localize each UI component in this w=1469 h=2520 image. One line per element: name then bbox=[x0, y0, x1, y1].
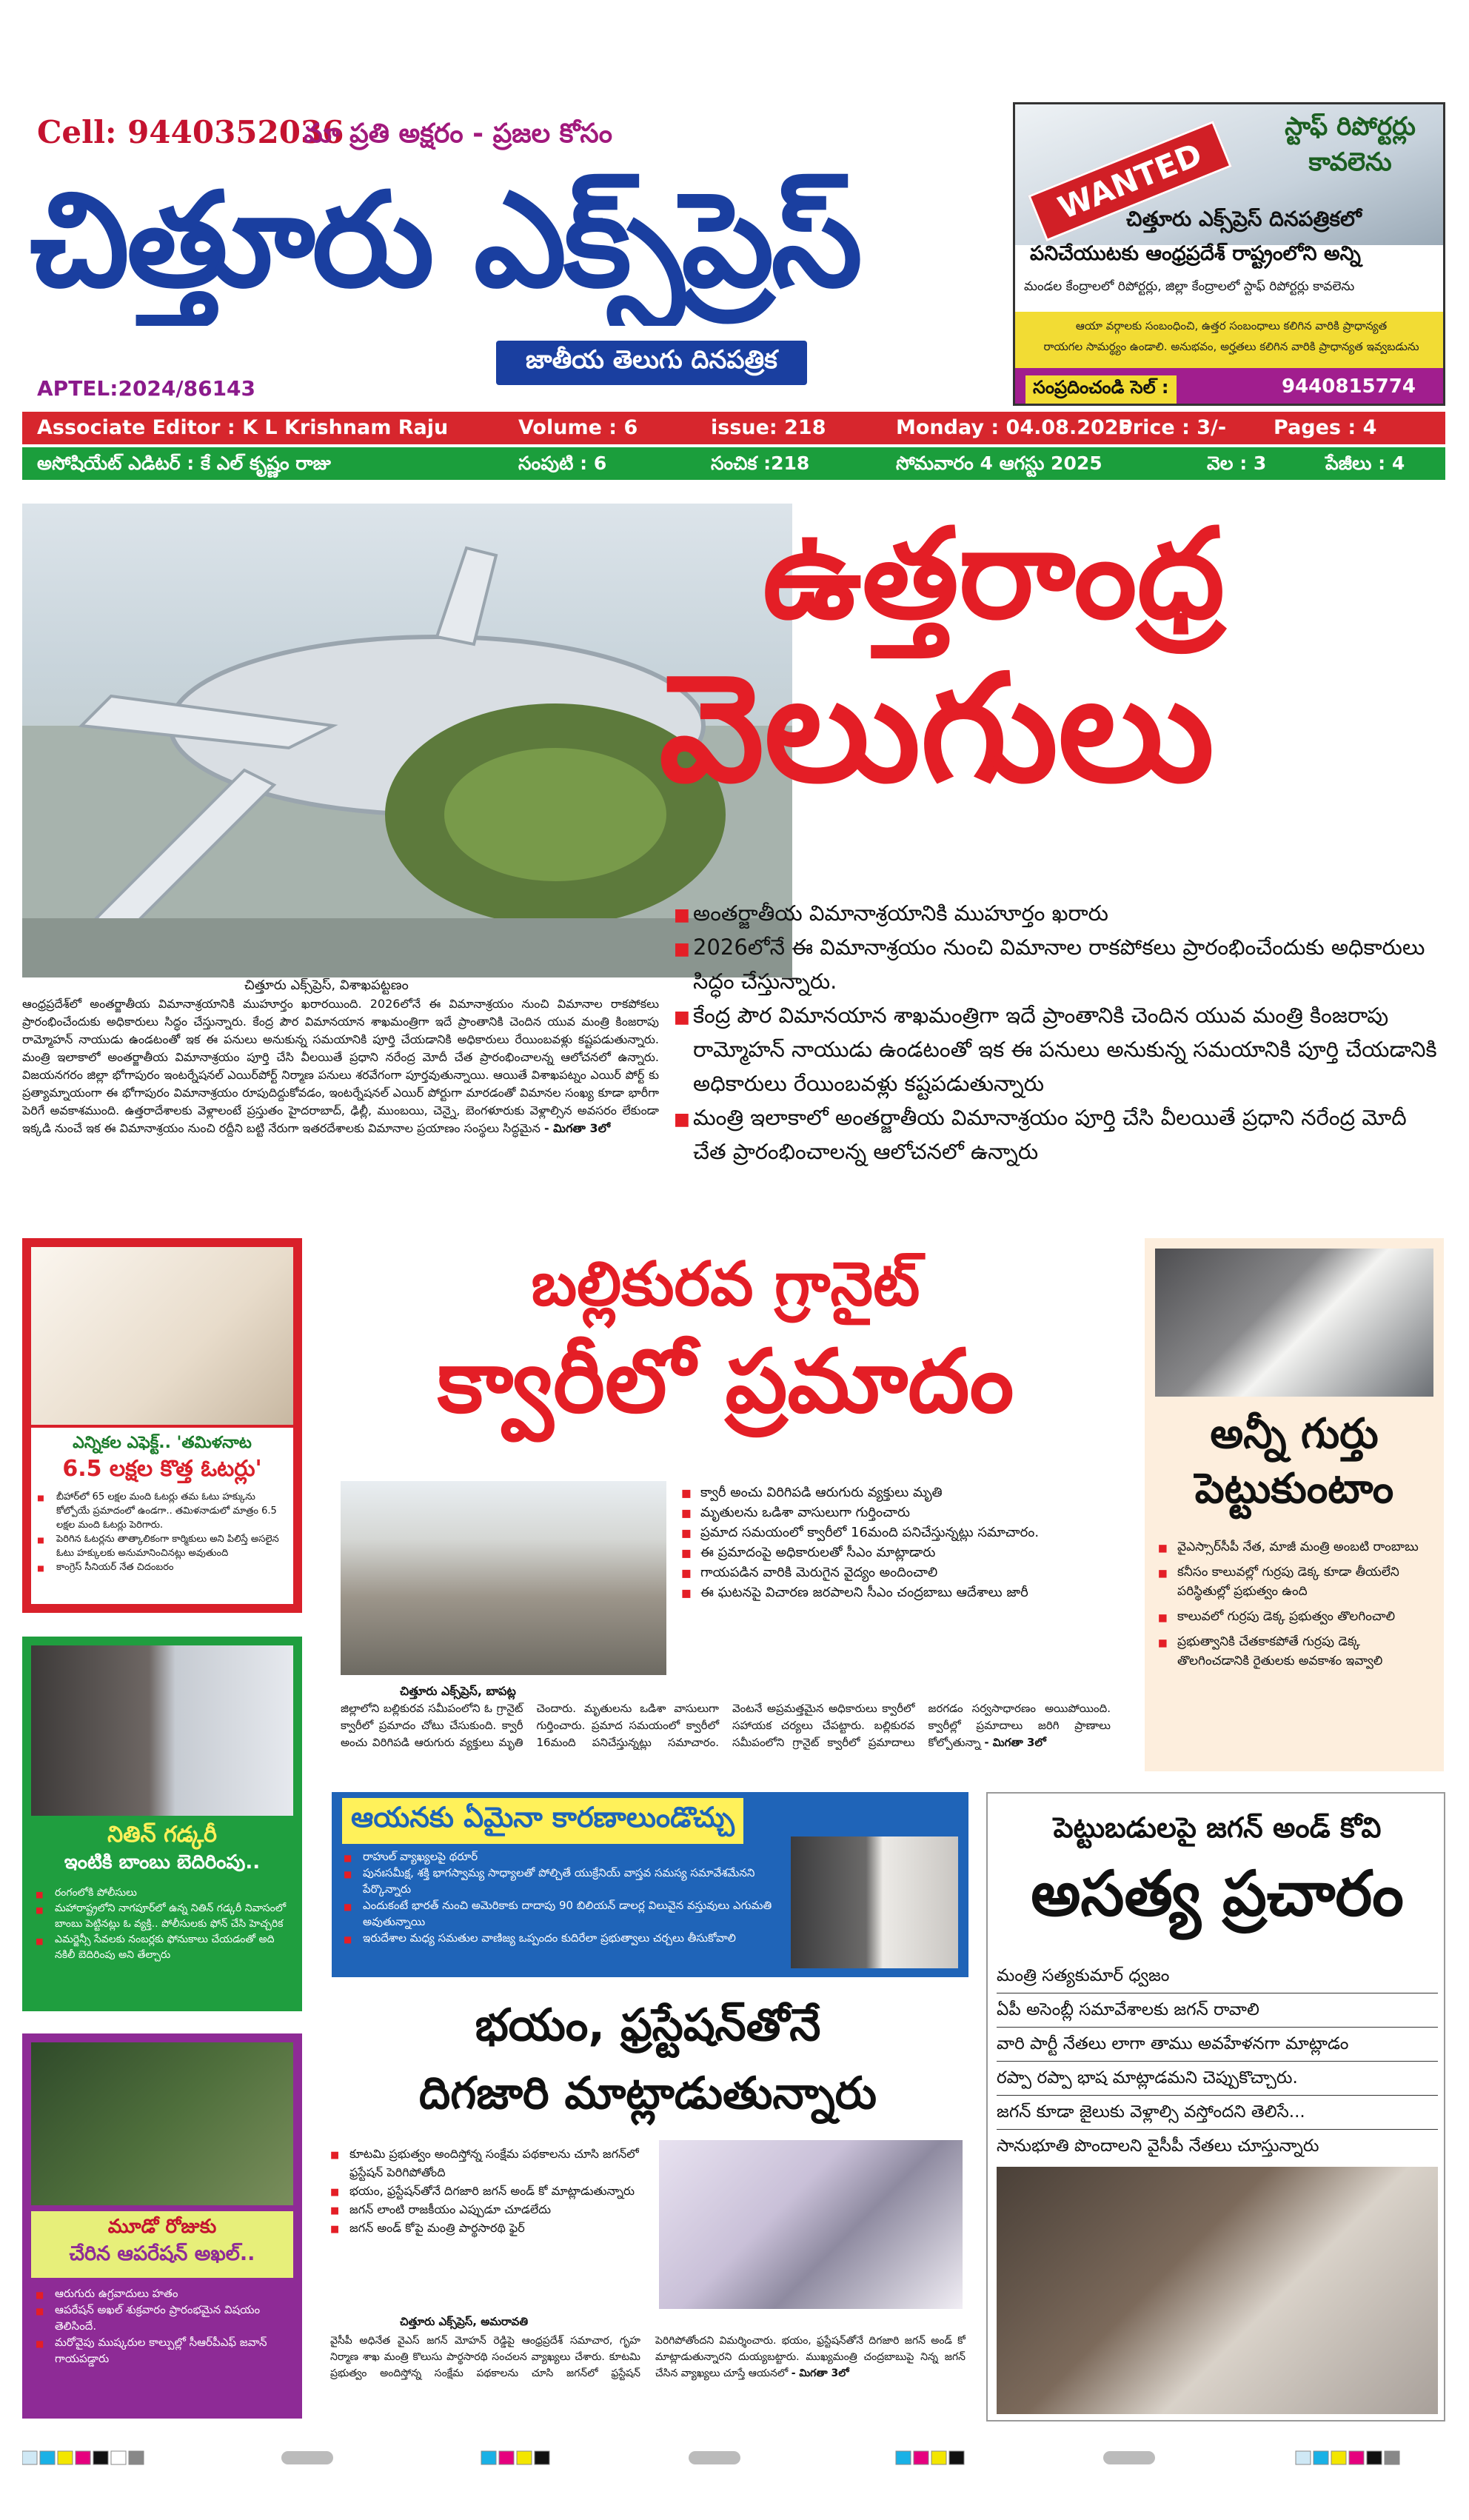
newspaper-title: చిత్తూరు ఎక్స్‌ప్రెస్ bbox=[30, 164, 860, 316]
ad-line4: ఆయా వర్గాలకు సంబంధించి, ఉత్తర సంబంధాలు కలిగిన వారికి ప్రాధాన్యత bbox=[1075, 319, 1388, 332]
ad-note-band bbox=[1015, 312, 1445, 368]
ambati-bullet: ■ కాలువలో గుర్రపు డెక్క ప్రభుత్వం తొలగించాలి bbox=[1158, 1607, 1433, 1626]
quarry-bullets bbox=[681, 1483, 1111, 1602]
ad-contact-label: సంప్రదించండి సెల్ : bbox=[1025, 375, 1177, 404]
election-photo bbox=[31, 1247, 293, 1425]
frustration-bullet: ■ కూటమి ప్రభుత్వం అందిస్తోన్న సంక్షేమ పథకాలను చూసి జగన్‌లో ఫ్రస్టేషన్ పెరిగిపోతోంది bbox=[330, 2145, 649, 2182]
volume-te: సంపుటి : 6 bbox=[518, 452, 607, 474]
frustration-bullet: ■ జగన్ లాంటి రాజకీయం ఎప్పుడూ చూడలేదు bbox=[330, 2200, 649, 2219]
registration-number: APTEL:2024/86143 bbox=[37, 376, 256, 401]
lead-bullet: ■ మంత్రి ఇలాకాలో అంతర్జాతీయ విమానాశ్రయం పూర్తి చేసి వీలయితే ప్రధాని నరేంద్ర మోదీ చేత ప్రారంభించాలన్న ఆలోచనలో ఉన్నారు bbox=[674, 1100, 1444, 1169]
lead-story bbox=[22, 501, 1445, 1214]
associate-editor-te: అసోషియేట్ ఎడిటర్ : కే ఎల్ కృష్ణం రాజు bbox=[37, 452, 331, 474]
lead-dateline: చిత్తూరు ఎక్స్‌ప్రెస్, విశాఖపట్టణం bbox=[244, 977, 409, 993]
quarry-body bbox=[341, 1700, 1111, 1771]
ambati-photo bbox=[1155, 1249, 1433, 1397]
quarry-bullet: ■ ఈ ఘటనపై విచారణ జరపాలని సీఎం చంద్రబాబు ఆదేశాలు జారీ bbox=[681, 1582, 1111, 1602]
operation-bullet: ■ మరోవైపు ముష్కరుల కాల్పుల్లో సీఆర్‌పీఎఫ్ జవాన్ గాయపడ్డారు bbox=[36, 2334, 290, 2367]
lead-bullet: ■ కేంద్ర పౌర విమానయాన శాఖమంత్రిగా ఇదే ప్రాంతానికి చెందిన యువ మంత్రి కింజరాపు రామ్మోహన్ నాయుడు ఉండటంతో ఇక ఈ పనులు అనుకున్న సమయానికి పూర్తి చేయడానికి అధికారులు రేయింబవళ్లు కష్టపడుతున్నారు bbox=[674, 998, 1444, 1100]
jagan-line: ఏపీ అసెంబ్లీ సమావేశాలకు జగన్ రావాలి bbox=[997, 1993, 1438, 2028]
gadkari-bullet: ■ రంగంలోకి పోలీసులు bbox=[36, 1885, 290, 1901]
gadkari-photo bbox=[31, 1645, 293, 1816]
lead-body bbox=[22, 995, 659, 1203]
operation-bullets bbox=[36, 2285, 290, 2367]
lead-headline-line2: వెలుగులు bbox=[659, 643, 1215, 815]
election-bullet: ■ బీహార్‌లో 65 లక్షల మంది ఓటర్లు తమ ఓటు హక్కును కోల్పోయే ప్రమాదంలో ఉండగా.. తమిళనాడులో మాత్రం 6.5 లక్షల మంది ఓటర్లు పెరిగారు. bbox=[37, 1490, 287, 1532]
frustration-continued: - మిగతా 3లో bbox=[791, 2367, 849, 2379]
gadkari-headline-line2: ఇంటికి బాంబు బెదిరింపు.. bbox=[64, 1851, 261, 1874]
frustration-headline-line1: భయం, ఫ్రస్టేషన్‌తోనే bbox=[475, 1999, 821, 2051]
jagan-line: జగన్ కూడా జైలుకు వెళ్లాల్సి వస్తోందని తెలిసే... bbox=[997, 2096, 1438, 2130]
ad-line2: పనిచేయుటకు ఆంధ్రప్రదేశ్ రాష్ట్రంలోని అన్ని bbox=[1030, 242, 1361, 265]
pages-te: పేజీలు : 4 bbox=[1325, 452, 1405, 474]
frustration-body bbox=[330, 2333, 966, 2414]
masthead bbox=[22, 104, 1007, 407]
ambati-bullets bbox=[1158, 1537, 1433, 1671]
issue: issue: 218 bbox=[711, 416, 826, 439]
ambati-box bbox=[1145, 1238, 1444, 1771]
wanted-ad bbox=[1013, 102, 1445, 406]
ambati-headline-line2: పెట్టుకుంటాం bbox=[1194, 1465, 1394, 1513]
ambati-bullet: ■ కనీసం కాలువల్లో గుర్రపు డెక్క కూడా తీయలేని పరిస్థితుల్లో ప్రభుత్వం ఉంది bbox=[1158, 1563, 1433, 1601]
registration-marks bbox=[22, 2444, 1445, 2473]
jagan-line: మంత్రి సత్యకుమార్ ధ్వజం bbox=[997, 1959, 1438, 1993]
gadkari-headline-line1: నితిన్ గడ్కరీ bbox=[107, 1822, 217, 1848]
newspaper-subtitle: జాతీయ తెలుగు దినపత్రిక bbox=[496, 341, 807, 385]
cell-number: Cell: 9440352036 bbox=[37, 114, 344, 150]
election-box bbox=[22, 1238, 302, 1613]
ad-contact-number: 9440815774 bbox=[1282, 375, 1416, 398]
tharoor-bullet: ■ పునఃసమీక్ష, శక్తి భాగస్వామ్య సాధ్యాలతో పోల్చితే యుక్రేనియ్ వాస్తవ సమస్య సమావేశమేనని పేర్కొన్నారు bbox=[344, 1865, 780, 1897]
ad-heading-line2: కావలెను bbox=[1308, 147, 1392, 177]
quarry-headline-line1: బల్లికురవ గ్రానైట్ bbox=[531, 1249, 920, 1320]
pages: Pages : 4 bbox=[1274, 416, 1377, 439]
election-headline-line2: 6.5 లక్షల కొత్త ఓటర్లు' bbox=[62, 1456, 262, 1482]
price-te: వెల : 3 bbox=[1207, 452, 1267, 474]
gadkari-bullets bbox=[36, 1885, 290, 1963]
color-bars bbox=[22, 2444, 1445, 2473]
frustration-bullets bbox=[330, 2145, 649, 2237]
jagan-headline: అసత్య ప్రచారం bbox=[1031, 1857, 1404, 1930]
parthasarathi-photo bbox=[659, 2140, 963, 2309]
ad-line3: మండల కేంద్రాలలో రిపోర్టర్లు, జిల్లా కేంద్రాలలో స్టాఫ్ రిపోర్టర్లు కావలెను bbox=[1024, 279, 1355, 294]
operation-headline-line1: మూడో రోజుకు bbox=[107, 2216, 217, 2238]
ambati-bullet: ■ ప్రభుత్వానికి చేతకాకపోతే గుర్రపు డెక్క తొలగించడానికి రైతులకు అవకాశం ఇవ్వాలి bbox=[1158, 1632, 1433, 1671]
frustration-headline-line2: దిగజారి మాట్లాడుతున్నారు bbox=[418, 2068, 877, 2119]
lead-continued: - మిగతా 3లో bbox=[543, 1121, 611, 1135]
jagan-line: రప్పా రప్పా భాష మాట్లాడమని చెప్పుకొచ్చారు. bbox=[997, 2062, 1438, 2096]
quarry-bullet: ■ ప్రమాద సమయంలో క్వారీలో 16మంది పనిచేస్తున్నట్లు సమాచారం. bbox=[681, 1523, 1111, 1543]
frustration-body-text: వైసీపీ అధినేత వైఎస్ జగన్ మోహన్ రెడ్డిపై ఆంధ్రప్రదేశ్ సమాచార, గృహ నిర్మాణ శాఖ మంత్రి కొలుసు పార్థసారథి సంచలన వ్యాఖ్యలు చేశారు. కూటమి ప్రభుత్వం అందిస్తోన్న సంక్షేమ పథకాలను చూసి జగన్‌లో ఫ్రస్టేషన్ పెరిగిపోతోందని విమర్శించారు. భయం, ఫ్రస్టేషన్‌తోనే దిగజారి జగన్ అండ్ కో మాట్లాడుతున్నారని దుయ్యబట్టారు. ముఖ్యమంత్రి చంద్రబాబుపై నిన్న జగన్ చేసిన వ్యాఖ్యలు చూస్తే ఆయనలో bbox=[330, 2335, 966, 2379]
quarry-bullet: ■ క్వారీ అంచు విరిగిపడి ఆరుగురు వ్యక్తులు మృతి bbox=[681, 1483, 1111, 1503]
tharoor-headline: ఆయనకు ఏమైనా కారణాలుండొచ్చు bbox=[342, 1798, 743, 1844]
quarry-photo bbox=[341, 1481, 666, 1675]
ad-heading-line1: స్టాఫ్ రిపోర్టర్లు bbox=[1285, 112, 1416, 141]
tharoor-bullet: ■ ఎందుకంటే భారత్ నుంచి అమెరికాకు దాదాపు 90 బిలియన్ డాలర్ల విలువైన వస్తువులు ఎగుమతి అవుతున్నాయి bbox=[344, 1897, 780, 1930]
satyakumar-photo bbox=[997, 2167, 1438, 2414]
lead-headline-line1: ఉత్తరాంధ్ర bbox=[763, 501, 1225, 646]
date-te: సోమవారం 4 ఆగస్టు 2025 bbox=[896, 452, 1102, 474]
gadkari-bullet: ■ మహారాష్ట్రలోని నాగపూర్‌లో ఉన్న నితిన్ గడ్కరీ నివాసంలో బాంబు పెట్టినట్లు ఓ వ్యక్తి.. పోలీసులకు ఫోన్ చేసి హెచ్చరిక bbox=[36, 1901, 290, 1932]
lead-bullets bbox=[674, 896, 1444, 1169]
lead-body-text: ఆంధ్రప్రదేశ్‌లో అంతర్జాతీయ విమానాశ్రయానికి ముహూర్తం ఖరారయింది. 2026లోనే ఈ విమానాశ్రయం నుంచి విమానాల రాకపోకలు ప్రారంభించేందుకు అధికారులు సిద్ధం చేస్తున్నారు. కేంద్ర పౌర విమానయాన శాఖమంత్రిగా ఇదే ప్రాంతానికి చెందిన యువ మంత్రి కింజరాపు రామ్మోహన్ నాయుడు ఉండటంతో ఇక ఈ పనులు అనుకున్న సమయానికి పూర్తి చేయడానికి అధికారులు రేయింబవళ్లు కష్టపడుతున్నారు. మంత్రి ఇలాకాలో అంతర్జాతీయ విమానాశ్రయం పూర్తి చేసి వీలయితే ప్రధాని నరేంద్ర మోదీ చేత ప్రారంభించాలన్న ఆలోచనలో ఉన్నారు. విజయనగరం జిల్లా భోగాపురం ఇంటర్నేషనల్ ఎయిర్‌పోర్ట్ నిర్మాణ పనులు శరవేగంగా పూర్తవుతున్నాయి. ఆయితే విశాఖపట్నం ఎయిర్ పోర్ట్ కు ప్రత్యామ్నాయంగా ఈ భోగాపురం విమానాశ్రయం రూపుదిద్దుకోవడం, ఇంటర్నేషనల్ ఎయిర్ పోర్టుగా మారడంతో విమానల సంఖ్య కూడా భారీగా పెరిగే అవకాశముంది. ఉత్తరాదేశాలకు వెళ్లాలంటే ప్రస్తుతం హైదరాబాద్, ఢిల్లీ, ముంబయి, చెన్నై, బెంగళూరుకు వెళ్లాల్సిన అవసరం లేకుండా ఇక్కడి నుంచే ఇక ఈ విమానాశ్రయం నుంచి రద్దీని బట్టి నేరుగా ఇతరదేశాలకు విమానాల ప్రయాణం సంస్థలు సిద్ధమైన bbox=[22, 997, 659, 1135]
lead-bullet: ■ 2026లోనే ఈ విమానాశ్రయం నుంచి విమానాల రాకపోకలు ప్రారంభించేందుకు అధికారులు సిద్ధం చేస్తున్నారు. bbox=[674, 930, 1444, 998]
info-bar-english bbox=[22, 412, 1445, 444]
volume: Volume : 6 bbox=[518, 416, 638, 439]
gadkari-bullet: ■ ఎమర్జెన్సీ సేవలకు నంబర్లకు ఫోనుకాలు చేయడంతో అది నకిలీ బెదిరింపు అని తేల్చారు bbox=[36, 1932, 290, 1963]
price: Price : 3/- bbox=[1118, 416, 1227, 439]
quarry-bullet: ■ గాయపడిన వారికి మెరుగైన వైద్యం అందించాలి bbox=[681, 1563, 1111, 1582]
quarry-bullet: ■ మృతులను ఒడిశా వాసులుగా గుర్తించారు bbox=[681, 1503, 1111, 1523]
jagan-lines bbox=[997, 1959, 1438, 2163]
info-bar-telugu bbox=[22, 447, 1445, 480]
jagan-false-box bbox=[986, 1792, 1445, 2422]
tharoor-photo bbox=[791, 1836, 958, 1968]
frustration-dateline: చిత్తూరు ఎక్స్‌ప్రెస్, అమరావతి bbox=[400, 2315, 529, 2328]
election-bullet: ■ పెరిగిన ఓటర్లను తాత్కాలికంగా కార్మికులు అని పిలిస్తే అసలైన ఓటు హక్కులకు అనుమానించినట్లు అవుతుంది bbox=[37, 1532, 287, 1560]
associate-editor: Associate Editor : K L Krishnam Raju bbox=[37, 416, 449, 439]
election-headline-line1: ఎన్నికల ఎఫెక్ట్.. 'తమిళనాట bbox=[73, 1434, 252, 1452]
operation-bullet: ■ ఆపరేషన్ అఖల్ శుక్రవారం ప్రారంభమైన విషయం తెలిసిందే. bbox=[36, 2302, 290, 2334]
quarry-body-text: జిల్లాలోని బల్లికురవ సమీపంలోని ఓ గ్రానైట్ క్వారీలో ప్రమాదం చోటు చేసుకుంది. క్వారీ అంచు విరిగిపడి ఆరుగురు వ్యక్తులు మృతి చెందారు. మృతులను ఒడిశా వాసులుగా గుర్తించారు. ప్రమాద సమయంలో క్వారీలో 16మంది పనిచేస్తున్నట్లు సమాచారం. వెంటనే అప్రమత్తమైన అధికారులు క్వారీలో సహాయక చర్యలు చేపట్టారు. బల్లికురవ సమీపంలోని గ్రానైట్ క్వారీలో ప్రమాదాలు జరగడం సర్వసాధారణం అయిపోయింది. క్వారీల్లో ప్రమాదాలు జరిగి ప్రాణాలు కోల్పోతున్నా bbox=[341, 1702, 1111, 1749]
operation-headline-box bbox=[31, 2211, 293, 2278]
tharoor-bullet: ■ ఇరుదేశాల మధ్య సమతుల వాణిజ్య ఒప్పందం కుదిరేలా ప్రభుత్వాలు చర్చలు తీసుకోవాలి bbox=[344, 1930, 780, 1946]
quarry-dateline: చిత్తూరు ఎక్స్‌ప్రెస్, బాపట్ల bbox=[400, 1684, 516, 1698]
quarry-continued: - మిగతా 3లో bbox=[984, 1736, 1046, 1749]
operation-headline-line2: చేరిన ఆపరేషన్ అఖల్.. bbox=[69, 2242, 255, 2265]
jagan-line: వారి పార్టీ నేతలు లాగా తాము అవహేళనగా మాట్లాడం bbox=[997, 2028, 1438, 2062]
ad-contact-band bbox=[1015, 368, 1445, 406]
ad-line1: చిత్తూరు ఎక్స్‌ప్రెస్ దినపత్రికలో bbox=[1126, 207, 1362, 231]
wanted-badge: WANTED bbox=[1028, 121, 1232, 241]
ambati-bullet: ■ వైఎస్సార్‌సీపీ నేత, మాజీ మంత్రి అంబటి రాంబాబు bbox=[1158, 1537, 1433, 1557]
tharoor-box bbox=[332, 1792, 968, 1977]
date: Monday : 04.08.2025 bbox=[896, 416, 1133, 439]
tagline: మా ప్రతి అక్షరం - ప్రజల కోసం bbox=[304, 118, 612, 149]
election-bullet: ■ కాంగ్రెస్ సీనియర్ నేత చిదంబరం bbox=[37, 1560, 287, 1574]
operation-bullet: ■ ఆరుగురు ఉగ్రవాదులు హతం bbox=[36, 2285, 290, 2302]
ad-heading bbox=[1259, 112, 1441, 183]
election-bullets bbox=[37, 1490, 287, 1574]
lead-bullet: ■ అంతర్జాతీయ విమానాశ్రయానికి ముహూర్తం ఖరారు bbox=[674, 896, 1444, 930]
ad-line5: రాయగల సామర్థ్యం ఉండాలి. అనుభవం, అర్హతలు కలిగిన వారికి ప్రాధాన్యత ఇవ్వబడును bbox=[1043, 340, 1419, 353]
quarry-story bbox=[326, 1244, 1125, 1777]
jagan-line: సానుభూతి పొందాలని వైసీపీ నేతలు చూస్తున్నారు bbox=[997, 2136, 1319, 2156]
issue-te: సంచిక :218 bbox=[711, 452, 810, 474]
quarry-bullet: ■ ఈ ప్రమాదంపై అధికారులతో సీఎం మాట్లాడారు bbox=[681, 1543, 1111, 1563]
election-text-box bbox=[31, 1428, 293, 1604]
operation-box bbox=[22, 2033, 302, 2419]
tharoor-bullets bbox=[344, 1848, 780, 1946]
frustration-bullet: ■ జగన్ అండ్ కోపై మంత్రి పార్థసారథి ఫైర్ bbox=[330, 2219, 649, 2237]
quarry-headline-line2: క్వారీలో ప్రమాదం bbox=[437, 1330, 1014, 1432]
frustration-story bbox=[326, 1992, 970, 2422]
gadkari-box bbox=[22, 1637, 302, 2011]
ambati-headline-line1: అన్నీ గుర్తు bbox=[1210, 1410, 1379, 1458]
jagan-kicker: పెట్టుబడులపై జగన్ అండ్ కోవి bbox=[1053, 1811, 1382, 1844]
frustration-bullet: ■ భయం, ఫ్రస్టేషన్‌తోనే దిగజారి జగన్ అండ్ కో మాట్లాడుతున్నారు bbox=[330, 2182, 649, 2200]
operation-photo bbox=[31, 2042, 293, 2205]
tharoor-bullet: ■ రాహుల్ వ్యాఖ్యలపై థరూర్ bbox=[344, 1848, 780, 1865]
